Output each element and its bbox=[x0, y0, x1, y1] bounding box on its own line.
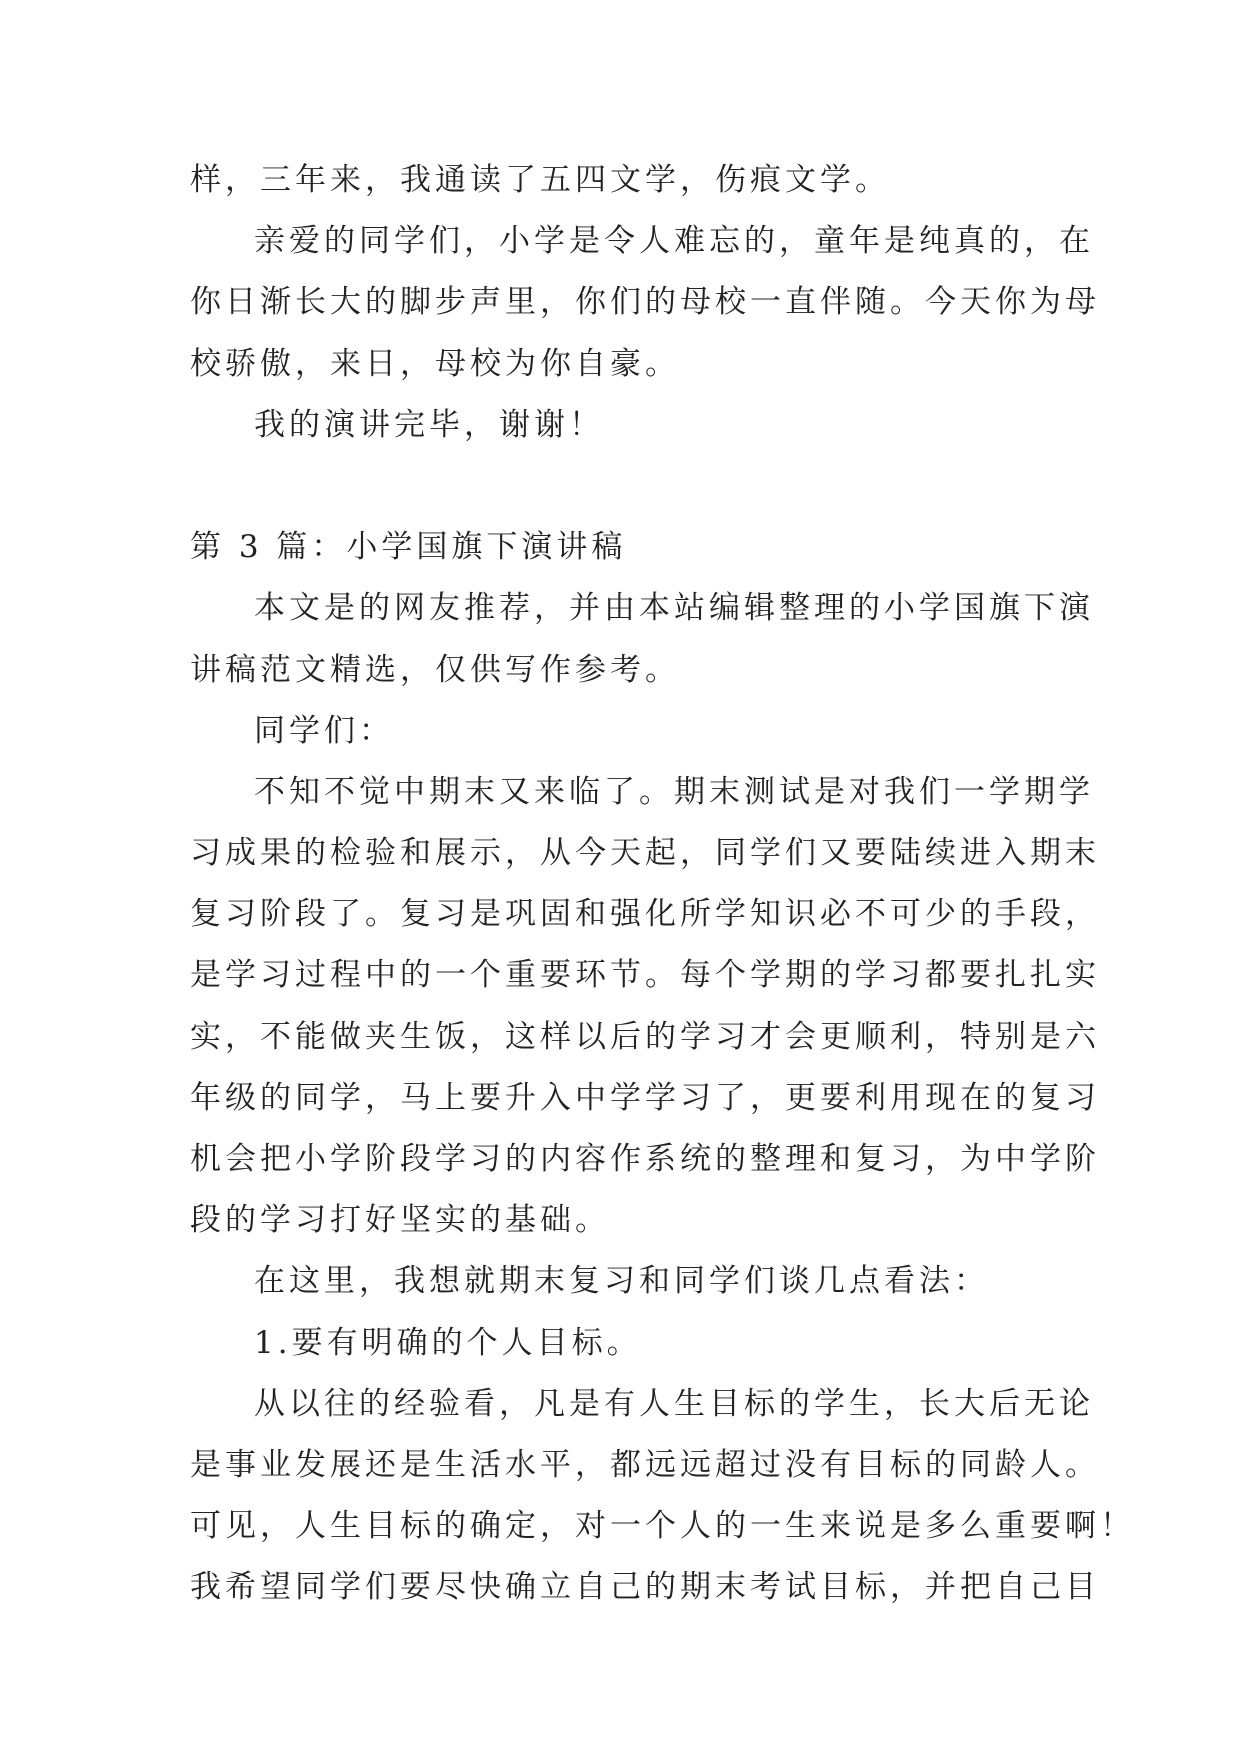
text-line: 习成果的检验和展示，从今天起，同学们又要陆续进入期末 bbox=[190, 835, 1100, 872]
text-line: 年级的同学，马上要升入中学学习了，更要利用现在的复习 bbox=[190, 1079, 1100, 1116]
text-line: 我希望同学们要尽快确立自己的期末考试目标，并把自己目 bbox=[190, 1569, 1100, 1606]
text-line: 是事业发展还是生活水平，都远远超过没有目标的同龄人。 bbox=[190, 1446, 1100, 1483]
text-line: 讲稿范文精选，仅供写作参考。 bbox=[190, 651, 680, 688]
text-line: 实，不能做夹生饭，这样以后的学习才会更顺利，特别是六 bbox=[190, 1018, 1100, 1055]
text-line: 我的演讲完毕，谢谢！ bbox=[254, 406, 604, 443]
text-line: 你日渐长大的脚步声里，你们的母校一直伴随。今天你为母 bbox=[190, 284, 1100, 321]
text-line: 同学们： bbox=[254, 712, 394, 749]
text-line: 复习阶段了。复习是巩固和强化所学知识必不可少的手段， bbox=[190, 896, 1100, 933]
text-line: 亲爱的同学们，小学是令人难忘的，童年是纯真的，在 bbox=[254, 223, 1094, 260]
text-line: 不知不觉中期末又来临了。期末测试是对我们一学期学 bbox=[254, 773, 1094, 810]
text-line: 在这里，我想就期末复习和同学们谈几点看法： bbox=[254, 1263, 989, 1300]
text-line: 是学习过程中的一个重要环节。每个学期的学习都要扎扎实 bbox=[190, 957, 1100, 994]
text-line: 本文是的网友推荐，并由本站编辑整理的小学国旗下演 bbox=[254, 590, 1094, 627]
text-line: 可见，人生目标的确定，对一个人的一生来说是多么重要啊！ bbox=[190, 1508, 1135, 1545]
text-line: 样，三年来，我通读了五四文学，伤痕文学。 bbox=[190, 162, 890, 198]
text-line: 校骄傲，来日，母校为你自豪。 bbox=[190, 345, 680, 382]
paragraph-gap bbox=[190, 456, 1060, 517]
text-line: 段的学习打好坚实的基础。 bbox=[190, 1202, 610, 1239]
text-line: 机会把小学阶段学习的内容作系统的整理和复习，为中学阶 bbox=[190, 1141, 1100, 1177]
text-line: 1.要有明确的个人目标。 bbox=[254, 1324, 642, 1361]
text-line: 从以往的经验看，凡是有人生目标的学生，长大后无论 bbox=[254, 1385, 1094, 1422]
document-body bbox=[190, 150, 1135, 1619]
section-heading: 第 3 篇：小学国旗下演讲稿 bbox=[190, 529, 627, 566]
